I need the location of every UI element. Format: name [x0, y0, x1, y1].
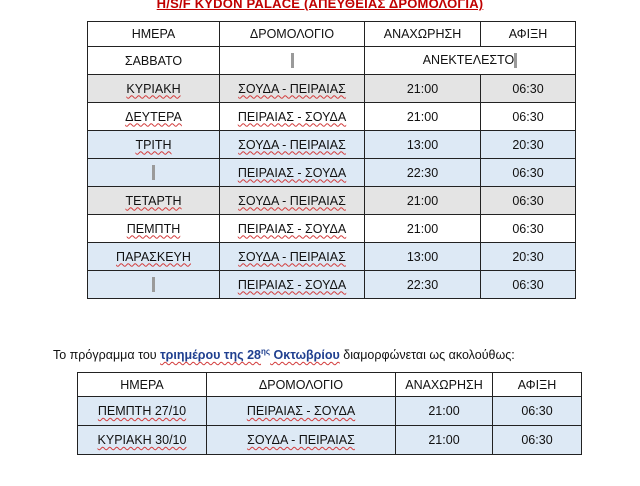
cell-departure: 21:00 — [365, 215, 481, 243]
cell-day: ΤΡΙΤΗ — [88, 131, 220, 159]
header-route: ΔΡΟΜΟΛΟΓΙΟ — [220, 22, 365, 47]
cell-route: ΠΕΙΡΑΙΑΣ - ΣΟΥΔΑ — [220, 215, 365, 243]
cell-day: ΠΑΡΑΣΚΕΥΗ — [88, 243, 220, 271]
cell-arrival: 06:30 — [481, 271, 576, 299]
cell-day: ΔΕΥΤΕΡΑ — [88, 103, 220, 131]
cell-route: ΠΕΙΡΑΙΑΣ - ΣΟΥΔΑ — [220, 159, 365, 187]
cell-day: ΚΥΡΙΑΚΗ — [88, 75, 220, 103]
holiday-schedule-table — [77, 372, 582, 455]
cell-day: ΣΑΒΒΑΤΟ — [88, 47, 220, 75]
cell-route: ΣΟΥΔΑ - ΠΕΙΡΑΙΑΣ — [220, 131, 365, 159]
cell-arrival: 06:30 — [481, 103, 576, 131]
cell-arrival: 06:30 — [481, 75, 576, 103]
cell-route: ΣΟΥΔΑ - ΠΕΙΡΑΙΑΣ — [220, 75, 365, 103]
cell-route: ΣΟΥΔΑ - ΠΕΙΡΑΙΑΣ — [220, 187, 365, 215]
table-header-row — [78, 373, 582, 397]
cell-departure: 21:00 — [365, 75, 481, 103]
text-cursor-mark — [152, 277, 155, 292]
table-row — [88, 159, 576, 187]
header-day: ΗΜΕΡΑ — [88, 22, 220, 47]
cell-arrival: 20:30 — [481, 131, 576, 159]
holiday-note — [53, 347, 515, 362]
table-row — [88, 243, 576, 271]
cell-day — [88, 271, 220, 299]
note-highlight: τριημέρου της $28^{\eta\varsigma}$ Οκτωβρίου — [160, 347, 340, 363]
table-header-row — [88, 22, 576, 47]
cell-route: ΠΕΙΡΑΙΑΣ - ΣΟΥΔΑ — [207, 397, 396, 426]
table-row — [88, 131, 576, 159]
text-cursor-mark — [291, 53, 294, 68]
cell-day: ΤΕΤΑΡΤΗ — [88, 187, 220, 215]
header-day: ΗΜΕΡΑ — [78, 373, 207, 397]
cell-day: ΠΕΜΠΤΗ — [88, 215, 220, 243]
weekly-schedule-table — [87, 21, 576, 299]
cell-departure: 21:00 — [396, 426, 493, 455]
cell-day: ΠΕΜΠΤΗ 27/10 — [78, 397, 207, 426]
cell-arrival: 06:30 — [493, 397, 582, 426]
table-row — [88, 47, 576, 75]
document-title: H/S/F KYDON PALACE (ΑΠΕΥΘΕΙΑΣ ΔΡΟΜΟΛΟΓΙΑ) — [156, 0, 484, 11]
cell-status: ΑΝΕΚΤΕΛΕΣΤΟ — [365, 47, 576, 75]
table-row — [88, 75, 576, 103]
cell-arrival: 06:30 — [493, 426, 582, 455]
header-arrival: ΑΦΙΞΗ — [481, 22, 576, 47]
cell-route: ΣΟΥΔΑ - ΠΕΙΡΑΙΑΣ — [207, 426, 396, 455]
table-row — [88, 103, 576, 131]
table-row — [78, 426, 582, 455]
cell-route: ΣΟΥΔΑ - ΠΕΙΡΑΙΑΣ — [220, 243, 365, 271]
text-cursor-mark — [514, 53, 517, 68]
cell-departure: 21:00 — [365, 187, 481, 215]
cell-route — [220, 47, 365, 75]
table-row — [88, 215, 576, 243]
cell-departure: 21:00 — [396, 397, 493, 426]
note-text: Το πρόγραμμα του — [53, 348, 161, 363]
header-route: ΔΡΟΜΟΛΟΓΙΟ — [207, 373, 396, 397]
cell-arrival: 06:30 — [481, 159, 576, 187]
cell-arrival: 06:30 — [481, 187, 576, 215]
cell-arrival: 20:30 — [481, 243, 576, 271]
cell-departure: 13:00 — [365, 131, 481, 159]
cell-departure: 22:30 — [365, 271, 481, 299]
header-departure: ΑΝΑΧΩΡΗΣΗ — [396, 373, 493, 397]
text-cursor-mark — [152, 165, 155, 180]
table-row — [78, 397, 582, 426]
cell-departure: 22:30 — [365, 159, 481, 187]
cell-day: ΚΥΡΙΑΚΗ 30/10 — [78, 426, 207, 455]
cell-departure: 21:00 — [365, 103, 481, 131]
cell-departure: 13:00 — [365, 243, 481, 271]
table-row — [88, 271, 576, 299]
cell-route: ΠΕΙΡΑΙΑΣ - ΣΟΥΔΑ — [220, 103, 365, 131]
header-departure: ΑΝΑΧΩΡΗΣΗ — [365, 22, 481, 47]
header-arrival: ΑΦΙΞΗ — [493, 373, 582, 397]
cell-day — [88, 159, 220, 187]
cell-route: ΠΕΙΡΑΙΑΣ - ΣΟΥΔΑ — [220, 271, 365, 299]
cell-arrival: 06:30 — [481, 215, 576, 243]
table-row — [88, 187, 576, 215]
note-text: διαμορφώνεται ως ακολούθως: — [339, 348, 515, 363]
